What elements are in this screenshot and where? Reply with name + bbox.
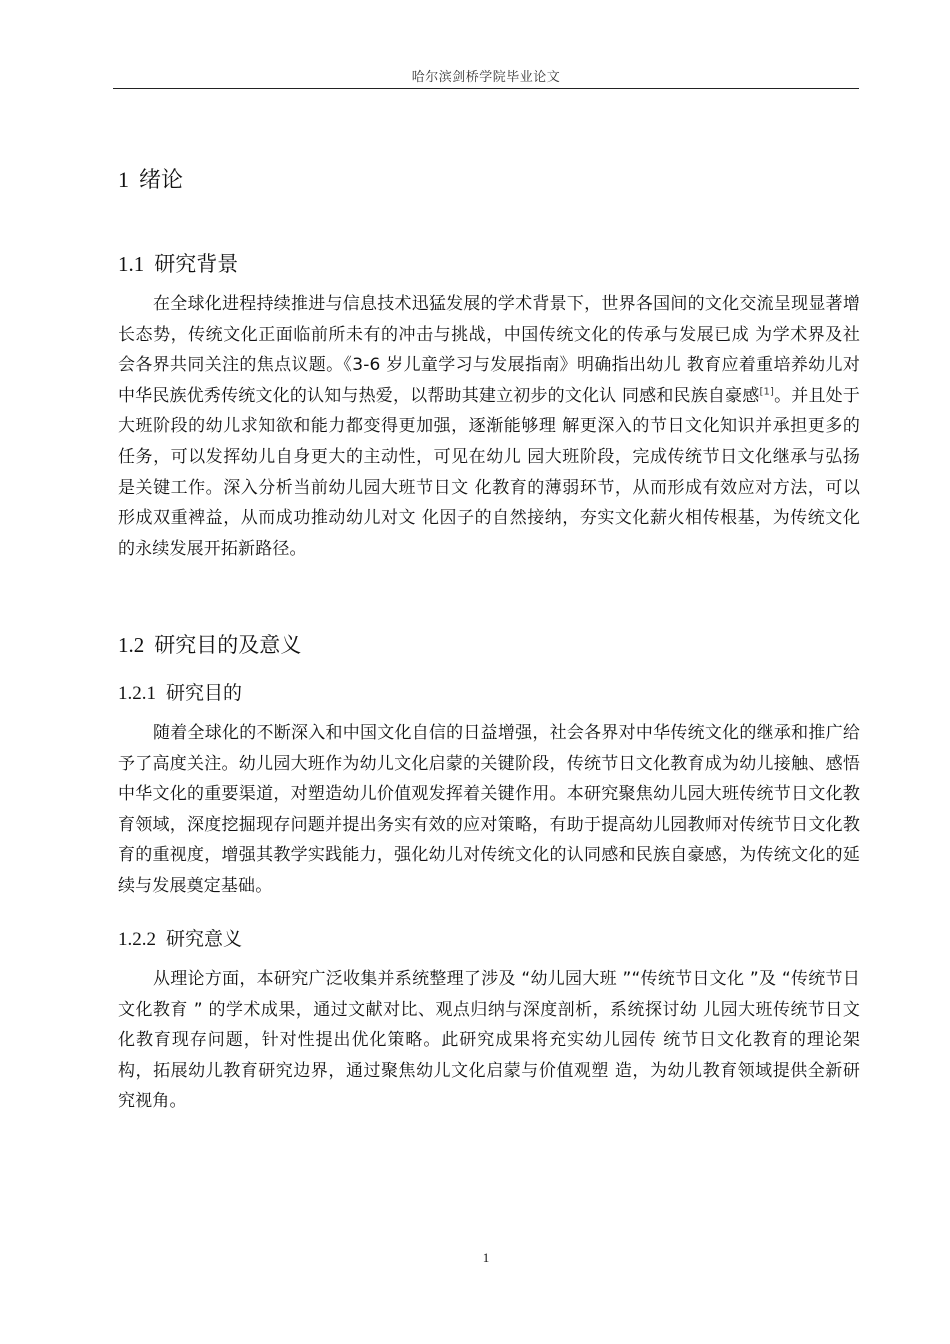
chapter-title: 绪论 (139, 168, 184, 193)
paragraph-text: 在全球化进程持续推进与信息技术迅猛发展的学术背景下，世界各国间的文化交流呈现显著增长态势，传统文化正面临前所未有的冲击与挑战，中国传统文化的传承与发展已成 为学术界及社会各界共同关注的焦点议题。《3-6 岁儿童学习与发展指南》明确指出幼儿 教育应着重培养幼儿对中华民族优秀传统文化的认知与热爱，以帮助其建立初步的文化认 同感和民族自豪感 (118, 294, 860, 406)
subsection-number: 1.2.2 (118, 929, 156, 950)
paragraph-research-purpose: 随着全球化的不断深入和中国文化自信的日益增强，社会各界对中华传统文化的继承和推广给予了高度关注。幼儿园大班作为幼儿文化启蒙的关键阶段，传统节日文化教育成为幼儿接触、感悟中华文化的重要渠道，对塑造幼儿价值观发挥着关键作用。本研究聚焦幼儿园大班传统节日文化教育领域，深度挖掘现存问题并提出务实有效的应对策略，有助于提高幼儿园教师对传统节日文化教育的重视度，增强其教学实践能力，强化幼儿对传统文化的认同感和民族自豪感，为传统文化的延续与发展奠定基础。 (118, 723, 860, 896)
citation-marker: [1] (759, 386, 775, 398)
subsection-heading-1-2-1 (118, 678, 242, 705)
running-header: 哈尔滨剑桥学院毕业论文 (411, 70, 561, 85)
chapter-heading (118, 163, 183, 194)
paragraph-text: 。并且处于大班阶段的幼儿求知欲和能力都变得更加强，逐渐能够理 解更深入的节日文化知识并承担更多的任务，可以发挥幼儿自身更大的主动性，可见在幼儿 园大班阶段，完成传统节日文化继承与弘扬是关键工作。深入分析当前幼儿园大班节日文 化教育的薄弱环节，从而形成有效应对方法，可以形成双重裨益，从而成功推动幼儿对文 化因子的自然接纳，夯实文化薪火相传根基，为传统文化的永续发展开拓新路径。 (118, 385, 861, 559)
paragraph-research-significance: 从理论方面，本研究广泛收集并系统整理了涉及 “幼儿园大班 ”“传统节日文化 ”及 “传统节日文化教育 ” 的学术成果，通过文献对比、观点归纳与深度剖析，系统探讨幼 儿园大班传统节日文化教育现存问题，针对性提出优化策略。此研究成果将充实幼儿园传 统节日文化教育的理论架构，拓展幼儿教育研究边界，通过聚焦幼儿文化启蒙与价值观塑 造，为幼儿教育领域提供全新研究视角。 (118, 969, 860, 1112)
header-divider (113, 88, 859, 89)
subsection-title: 研究意义 (166, 928, 243, 950)
section-title: 研究背景 (154, 252, 239, 276)
section-number: 1.1 (118, 252, 145, 276)
section-heading-1-2 (118, 629, 301, 659)
section-number: 1.2 (118, 633, 145, 657)
subsection-number: 1.2.1 (118, 683, 156, 704)
paragraph-research-background (118, 289, 860, 564)
section-title: 研究目的及意义 (154, 633, 302, 657)
page-number: 1 (482, 1250, 490, 1265)
chapter-number: 1 (118, 167, 129, 192)
section-heading-1-1 (118, 248, 238, 278)
subsection-title: 研究目的 (166, 682, 243, 704)
subsection-heading-1-2-2 (118, 924, 242, 951)
